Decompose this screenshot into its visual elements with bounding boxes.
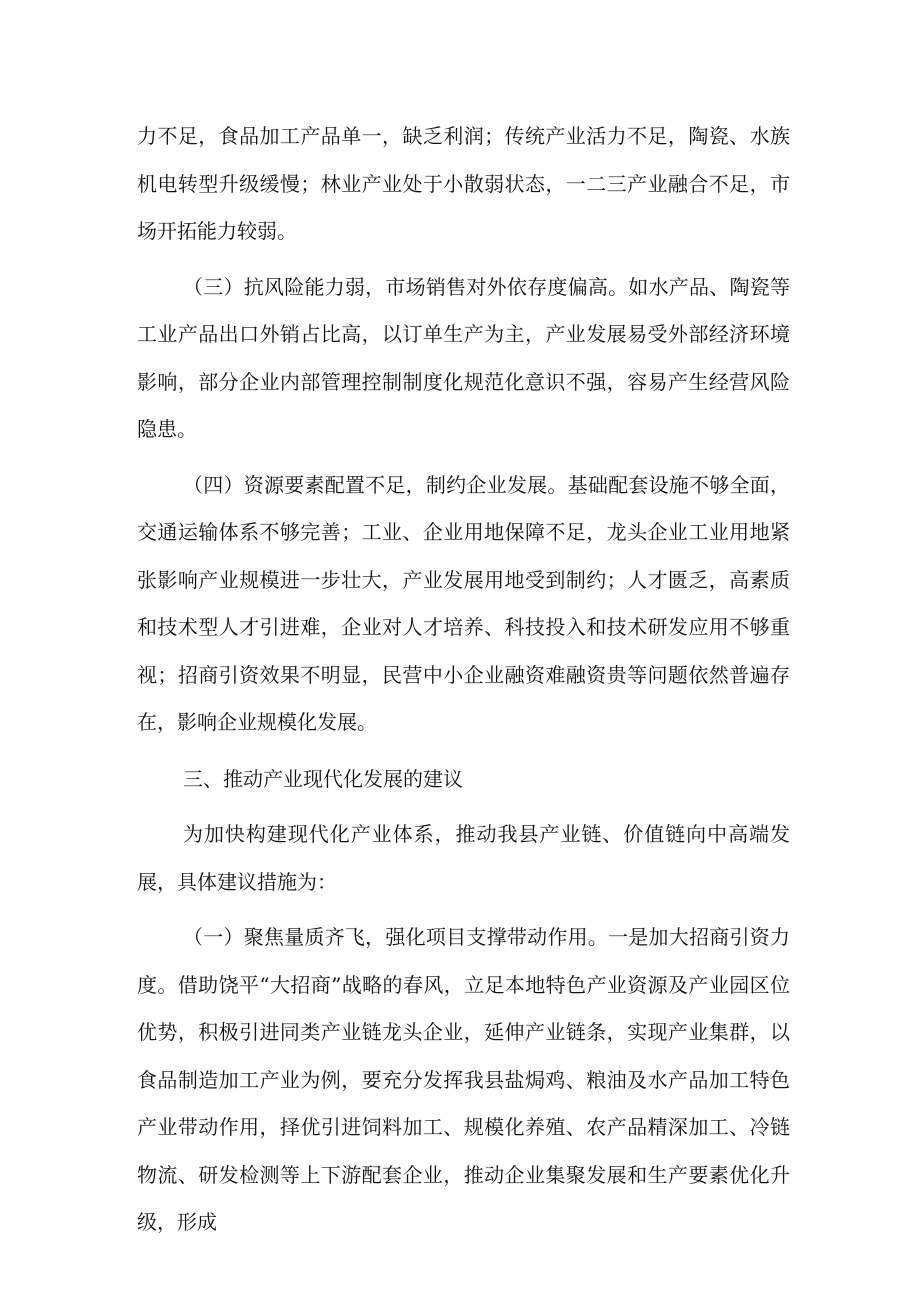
paragraph-intro: 为加快构建现代化产业体系，推动我县产业链、价值链向中高端发展，具体建议措施为： xyxy=(137,822,790,894)
document-body xyxy=(137,113,790,1247)
paragraph-continuation: 力不足，食品加工产品单一，缺乏利润；传统产业活力不足，陶瓷、水族机电转型升级缓慢；林业产业处于小散弱状态，一二三产业融合不足，市场开拓能力较弱。 xyxy=(137,124,790,243)
paragraph-section-4: （四）资源要素配置不足，制约企业发展。基础配套设施不够全面，交通运输体系不够完善；工业、企业用地保障不足，龙头企业工业用地紧张影响产业规模进一步壮大，产业发展用地受到制约；人才匮乏，高素质和技术型人才引进难，企业对人才培养、科技投入和技术研发应用不够重视；招商引资效果不明显，民营中小企业融资难融资贵等问题依然普遍存在，影响企业规模化发展。 xyxy=(137,472,790,734)
paragraph-section-3: （三）抗风险能力弱，市场销售对外依存度偏高。如水产品、陶瓷等工业产品出口外销占比高，以订单生产为主，产业发展易受外部经济环境影响，部分企业内部管理控制制度化规范化意识不强，容易产生经营风险隐患。 xyxy=(137,274,790,441)
section-heading: 三、推动产业现代化发展的建议 xyxy=(183,766,463,791)
paragraph-measure-1: （一）聚焦量质齐飞，强化项目支撑带动作用。一是加大招商引资力度。借助饶平“大招商”战略的春风，立足本地特色产业资源及产业园区位优势，积极引进同类产业链龙头企业，延伸产业链条，实现产业集群，以食品制造加工产业为例，要充分发挥我县盐焗鸡、粮油及水产品加工特色产业带动作用，择优引进饲料加工、规模化养殖、农产品精深加工、冷链物流、研发检测等上下游配套企业，推动企业集聚发展和生产要素优化升级，形成 xyxy=(137,925,790,1234)
